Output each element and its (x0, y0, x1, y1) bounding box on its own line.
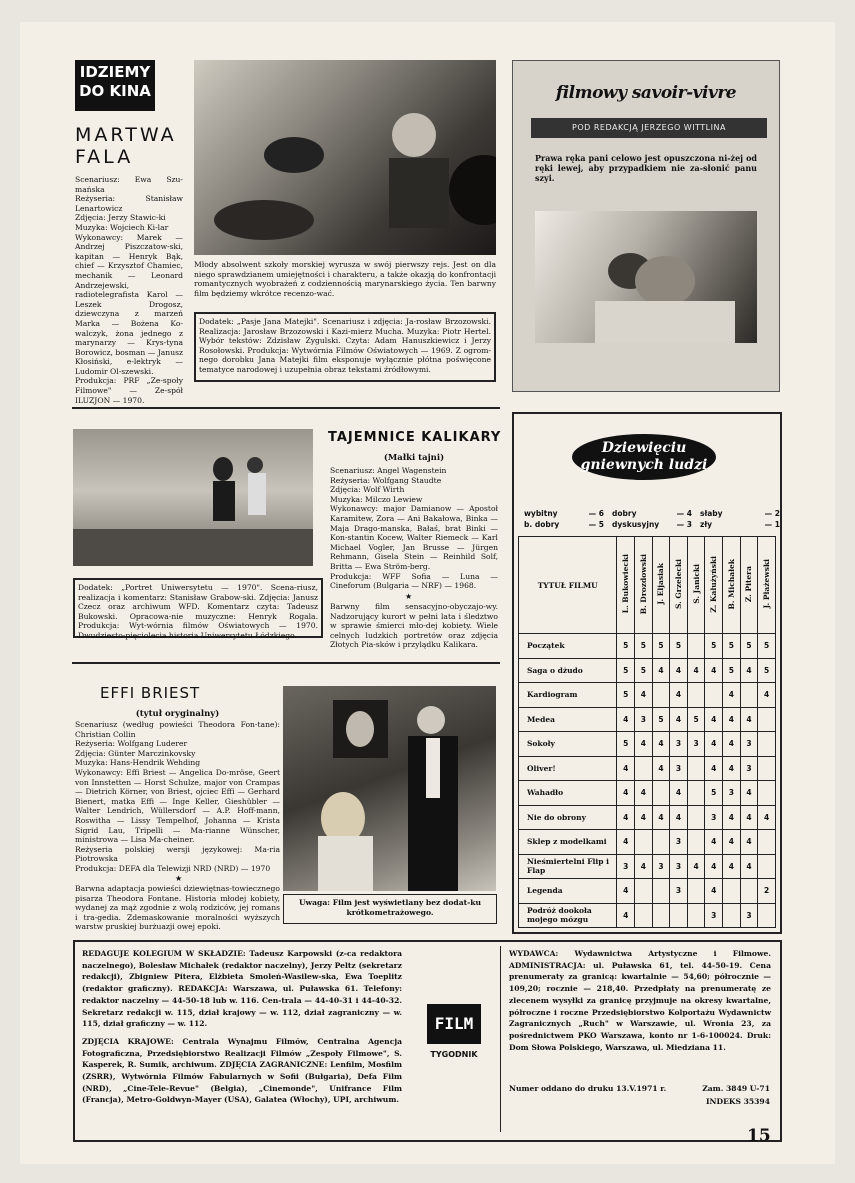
footer-divider (500, 946, 501, 1132)
rating-cell: 3 (740, 756, 758, 781)
savoir-panel (512, 60, 780, 392)
savoir-subtitle: POD REDAKCJĄ JERZEGO WITTLINA (572, 123, 726, 132)
rating-cell: 4 (670, 658, 688, 683)
rating-cell (705, 683, 723, 708)
credit-line: Muzyka: Milczo Lewiew (330, 494, 423, 504)
legend-label: b. dobry (524, 520, 560, 529)
credit-line: Zdjęcia: Jerzy Stawic-ki (75, 213, 166, 223)
film-title: Sokoły (519, 732, 617, 757)
legend-value: — 5 (588, 520, 604, 529)
rating-cell: 4 (670, 781, 688, 806)
rating-cell: 3 (635, 707, 653, 732)
angry-panel (512, 412, 782, 934)
rating-cell (687, 805, 705, 830)
ratings-row (519, 805, 776, 830)
rating-cell (635, 879, 653, 904)
rating-cell: 5 (635, 658, 653, 683)
rating-cell: 4 (740, 805, 758, 830)
legend-label: słaby (700, 509, 723, 518)
critic-name: Z. Pitera (744, 565, 754, 603)
rating-cell: 5 (705, 634, 723, 659)
critic-name: L. Bukowiecki (621, 554, 631, 614)
rating-cell (687, 830, 705, 855)
ratings-row (519, 854, 776, 879)
kalikary-title: TAJEMNICE KALIKARY (328, 430, 502, 445)
critic-name: J. Eljasiak (656, 563, 666, 605)
credit-line: Reżyseria: Stanisław Lenartowicz (75, 194, 183, 213)
rating-cell: 4 (723, 830, 741, 855)
credit-line: Wykonawcy: major Damianow — Apostoł Karamitew, Zora — Ani Bakałowa, Binka — Maja Drago-manska, Bałaś, brat Binki — Kon-stantin Kocew, Walter Riemeck — Karl Michael Vogler, Jan Brusse — Jürgen Rehmann, Gisela Stein — Reinhild Solf, Britta — Ewa Ström-berg. (330, 504, 498, 571)
rating-cell: 4 (652, 732, 670, 757)
credit-line: Reżyseria: Wolfgang Staudte (330, 475, 442, 485)
rating-cell (687, 634, 705, 659)
rating-cell: 5 (758, 658, 776, 683)
rating-cell: 2 (758, 879, 776, 904)
rating-cell: 4 (705, 707, 723, 732)
rating-cell: 4 (723, 854, 741, 879)
film-title: Sklep z modelkami (519, 830, 617, 855)
rating-cell: 4 (635, 683, 653, 708)
rating-cell: 4 (635, 732, 653, 757)
ratings-header-row (519, 537, 776, 634)
rating-cell (687, 756, 705, 781)
rating-cell: 4 (723, 683, 741, 708)
rating-cell (652, 683, 670, 708)
critic-header (723, 537, 741, 634)
film-logo-sub: TYGODNIK (430, 1050, 478, 1059)
rating-cell: 4 (652, 658, 670, 683)
rating-cell: 3 (705, 903, 723, 928)
rating-cell: 4 (687, 658, 705, 683)
rating-cell (758, 830, 776, 855)
rating-cell: 3 (670, 756, 688, 781)
section-badge (75, 60, 155, 111)
rating-cell (723, 903, 741, 928)
legend-column (700, 508, 780, 530)
rating-cell: 4 (705, 756, 723, 781)
ratings-row (519, 830, 776, 855)
legend-entry (612, 508, 692, 519)
rating-cell: 4 (723, 756, 741, 781)
effi-star: ★ (175, 874, 183, 883)
film-title: Saga o dżudo (519, 658, 617, 683)
savoir-photo-art (535, 211, 757, 343)
rating-cell: 4 (740, 658, 758, 683)
kalikary-original-title: (Małki tajni) (383, 453, 445, 463)
rating-cell: 3 (687, 732, 705, 757)
legend-entry (700, 519, 780, 530)
legend-column (612, 508, 692, 530)
kalikary-supplement-box: Dodatek: „Portret Uniwersytetu — 1970". Scena-riusz, realizacja i komentarz: Stanisław Grabow-ski. Zdjęcia: Janusz Czecz oraz archiwum WFD. Komentarz czyta: Tadeusz Bukowski. Opracowa-nie muzyczne: Henryk Rogala. Produkcja: Wyt-wórnia filmów Oświatowych — 1970. Dwudziesto-pięciolecia historia Uniwersytetu Łódzkiego. (73, 578, 323, 638)
legend-value: — 6 (588, 509, 604, 518)
film-title: Medea (519, 707, 617, 732)
critic-name: B. Michałek (726, 558, 736, 610)
credit-line: Reżyseria: Wolfgang Luderer (75, 739, 188, 749)
kalikary-photo (73, 429, 313, 566)
credit-line: Scenariusz: Angel Wagenstein (330, 466, 447, 475)
angry-ratings-table (518, 536, 776, 928)
footer-paragraph: REDAGUJE KOLEGIUM W SKŁADZIE: Tadeusz Karpowski (z-ca redaktora naczelnego), Bolesław Michałek (redaktor naczelny), Jerzy Peltz (sekretarz redakcji), Zbigniew Pitera, Elżbieta Smoleń-Wasilew-ska, Ewa Toeplitz (redaktor graficzny). REDAKCJA: Warszawa, ul. Puławska 61. Telefony: redaktor naczelny — 44-50-18 lub w. 116. Cen-trala — 44-40-31 i 44-40-32. Sekretarz redakcji w. 115, dział krajowy — w. 112, dział zagraniczny — w. 115, dział graficzny — w. 112. (82, 949, 402, 1029)
rating-cell: 4 (670, 683, 688, 708)
rating-cell: 5 (670, 634, 688, 659)
rating-cell: 4 (740, 707, 758, 732)
rating-cell: 4 (617, 781, 635, 806)
critic-name: S. Grzelecki (674, 559, 684, 609)
rating-cell (687, 781, 705, 806)
rating-cell (635, 903, 653, 928)
legend-label: dobry (612, 509, 637, 518)
rating-cell: 4 (635, 781, 653, 806)
critic-header (635, 537, 653, 634)
legend-label: wybitny (524, 509, 558, 518)
martwa-credits (75, 175, 183, 405)
film-title: Nie do obrony (519, 805, 617, 830)
rating-cell (687, 879, 705, 904)
rating-cell: 4 (705, 854, 723, 879)
legend-entry (612, 519, 692, 530)
ratings-row (519, 879, 776, 904)
rating-cell: 3 (705, 805, 723, 830)
rating-cell: 4 (635, 805, 653, 830)
rating-cell (758, 854, 776, 879)
rating-cell: 4 (723, 732, 741, 757)
rating-cell: 3 (617, 854, 635, 879)
rating-cell: 5 (740, 634, 758, 659)
rating-cell (652, 781, 670, 806)
rating-cell: 4 (617, 903, 635, 928)
martwa-photo (194, 60, 496, 255)
legend-column (524, 508, 604, 530)
angry-title-line2: gniewnych ludzi (580, 457, 708, 473)
rating-cell (687, 903, 705, 928)
rating-cell: 3 (652, 854, 670, 879)
rating-cell: 5 (687, 707, 705, 732)
rating-cell: 5 (635, 634, 653, 659)
footer-order: Zam. 3849 U-71 (702, 1084, 770, 1093)
savoir-photo (535, 211, 757, 343)
rating-cell (687, 683, 705, 708)
footer-right: WYDAWCA: Wydawnictwa Artystyczne i Filmowe. ADMINISTRACJA: ul. Puławska 61, tel. 44-50-19. Cena prenumeraty za granicą: kwartalnie — 54,60; półrocznie — 109,20; rocznie — 218,40. Przedpłaty na prenumeratę ze zlecenem wysyłki za granicę przyjmuje na okresy kwartalne, półroczne i roczne Przedsiębiorstwo Kolportażu Wydawnictw Zagranicznych „Ruch" w Warszawie, ul. Wronia 23, za pośrednictwem PKO Warszawa, konto nr 1-6-100024. Druk: Dom Słowa Polskiego, Warszawa, ul. Miedziana 11. (509, 949, 771, 1052)
badge-line2: DO KINA (79, 82, 151, 100)
divider-top (72, 407, 500, 409)
rating-cell (635, 830, 653, 855)
rating-cell: 4 (617, 879, 635, 904)
critic-header (687, 537, 705, 634)
credit-line: Muzyka: Hans-Hendrik Wehding (75, 758, 201, 768)
rating-cell: 5 (617, 658, 635, 683)
credit-line: Scenariusz: Ewa Szu-mańska (75, 175, 183, 194)
rating-cell: 4 (652, 805, 670, 830)
rating-cell: 4 (740, 854, 758, 879)
critic-name: B. Drozdowski (638, 553, 648, 615)
rating-cell: 4 (723, 805, 741, 830)
rating-cell: 4 (670, 707, 688, 732)
rating-cell: 4 (617, 805, 635, 830)
film-title: Początek (519, 634, 617, 659)
critic-header (670, 537, 688, 634)
effi-original-title: (tytuł oryginalny) (135, 709, 220, 719)
credit-line: Zdjęcia: Günter Marczinkovsky (75, 748, 196, 758)
legend-label: zły (700, 520, 713, 529)
effi-credits (75, 720, 280, 874)
rating-cell (635, 756, 653, 781)
rating-cell: 4 (635, 854, 653, 879)
footer-index: INDEKS 35394 (705, 1097, 770, 1106)
legend-value: — 2 (764, 509, 780, 518)
rating-cell: 3 (723, 781, 741, 806)
footer-paragraph: ZDJĘCIA KRAJOWE: Centrala Wynajmu Filmów, Centralna Agencja Fotograficzna, Przedsiębiorstwo Realizacji Filmów „Zespoły Filmowe", S. Kasperek, R. Sumik, archiwum. ZDJĘCIA ZAGRANICZNE: Lenfilm, Mosfilm (ZSRR), Wytwórnia Filmów Fabularnych w Sofii (Bułgaria), Defa Film (NRD), „Cine-Tele-Revue" (Belgia), „Cinemonde", Unifrance Film (Francja), Metro-Goldwyn-Mayer (USA), Galatea (Włochy), UPI, archiwum. (82, 1036, 402, 1105)
rating-cell: 5 (723, 658, 741, 683)
kalikary-star: ★ (405, 592, 413, 601)
ratings-row (519, 683, 776, 708)
martwa-photo-caption: Młody absolwent szkoły morskiej wyrusza w swój pierwszy rejs. Jest on dla niego sprawdzianem umiejętności i charakteru, a także okazją do konfrontacji romantycznych wyobrażeń z codziennością marynarskiego życia. Ten barwny film będziemy wkrótce recenzo-wać. (194, 260, 496, 298)
rating-cell (652, 903, 670, 928)
rating-cell (670, 903, 688, 928)
credit-line: Wykonawcy: Marek — Andrzej Piszczatow-ski, kapitan — Henryk Bąk, chief — Krzysztof Chamiec, mechanik — Leonard Andrzejewski, radiotelegrafista Karol — Leszek Drogosz, dziewczyna z marzeń Marka — Bożena Ko-walczyk, żona jednego z marynarzy — Krys-tyna Borowicz, bosman — Janusz Kłosiński, e-lektryk — Ludomir Ol-szewski. (75, 232, 183, 376)
rating-cell: 5 (617, 683, 635, 708)
rating-cell: 3 (670, 732, 688, 757)
savoir-title: filmowy savoir-vivre (555, 83, 737, 103)
divider-middle (72, 662, 500, 664)
ratings-row (519, 781, 776, 806)
rating-cell: 4 (617, 707, 635, 732)
rating-cell: 4 (687, 854, 705, 879)
rating-cell (758, 756, 776, 781)
effi-photo (283, 686, 496, 891)
rating-cell: 4 (617, 830, 635, 855)
magazine-page (20, 22, 835, 1164)
rating-cell: 4 (705, 658, 723, 683)
film-title: Legenda (519, 879, 617, 904)
footer-print-date: Numer oddano do druku 13.V.1971 r. (509, 1084, 667, 1093)
effi-title: EFFI BRIEST (100, 684, 201, 702)
angry-title-line1: Dziewięciu (601, 440, 687, 456)
rating-cell: 5 (617, 634, 635, 659)
effi-photo-art (283, 686, 496, 891)
ratings-row (519, 658, 776, 683)
film-title-header: TYTUŁ FILMU (519, 537, 617, 634)
film-logo (427, 1004, 481, 1044)
page-number: 15 (747, 1126, 771, 1146)
ratings-row (519, 756, 776, 781)
critic-header (617, 537, 635, 634)
critic-header (652, 537, 670, 634)
badge-line1: IDZIEMY (79, 63, 151, 81)
savoir-text: Prawa ręka pani celowo jest opuszczona ni-żej od ręki lewej, aby przypadkiem nie za-słonić panu szyi. (535, 153, 757, 183)
rating-cell: 4 (740, 830, 758, 855)
credit-line: Reżyseria polskiej wersji językowej: Ma-ria Piotrowska (75, 844, 280, 864)
legend-value: — 3 (676, 520, 692, 529)
rating-cell (740, 683, 758, 708)
rating-cell: 3 (740, 903, 758, 928)
credit-line: Zdjęcia: Wolf Wirth (330, 485, 405, 495)
rating-cell (723, 879, 741, 904)
film-title: Oliver! (519, 756, 617, 781)
ratings-row (519, 903, 776, 928)
credit-line: Scenariusz (według powieści Theodora Fon-tane): Christian Collin (75, 720, 280, 739)
rating-cell: 3 (670, 854, 688, 879)
film-logo-text: FILM (434, 1014, 474, 1033)
ratings-row (519, 732, 776, 757)
rating-cell: 4 (670, 805, 688, 830)
credit-line: Produkcja: DEFA dla Telewizji NRD (NRD) — 1970 (75, 863, 271, 873)
legend-entry (524, 519, 604, 530)
ratings-row (519, 707, 776, 732)
rating-cell (758, 732, 776, 757)
martwa-title-line2: FALA (75, 146, 134, 168)
rating-cell: 4 (723, 707, 741, 732)
credit-line: Wykonawcy: Effi Briest — Angelica Do-mröse, Geert von Innstetten — Horst Schulze, major von Crampas — Dietrich Körner, von Briest, ojciec Effi — Gerhard Bienert, matka Effi — Inge Keller, Gieshübler — Walter Lendrich, Wüllersdorf — A.P. Hoff-mann, Roswitha — Lissy Tempelhof, Johanna — Krista Sigrid Lau, Tripelli — Ma-rianne Wünscher, ministrowa — Lisa Ma-cheiner. (75, 767, 280, 845)
rating-cell (740, 879, 758, 904)
film-title: Wahadło (519, 781, 617, 806)
rating-cell: 4 (705, 879, 723, 904)
rating-cell: 4 (705, 830, 723, 855)
rating-cell: 4 (740, 781, 758, 806)
credit-line: Muzyka: Wojciech Ki-lar (75, 222, 169, 232)
legend-label: dyskusyjny (612, 520, 660, 529)
rating-cell: 3 (670, 879, 688, 904)
footer-left (82, 948, 402, 1112)
rating-cell: 5 (652, 707, 670, 732)
film-title: Kardiogram (519, 683, 617, 708)
rating-cell: 5 (652, 634, 670, 659)
martwa-title-line1: MARTWA (75, 124, 177, 146)
angry-legend (524, 508, 780, 532)
rating-cell (758, 707, 776, 732)
critic-name: Z. Kałużyński (709, 555, 719, 613)
legend-value: — 4 (676, 509, 692, 518)
film-title: Podróż dookoła mojego mózgu (519, 903, 617, 928)
rating-cell: 5 (617, 732, 635, 757)
rating-cell (652, 879, 670, 904)
rating-cell: 5 (723, 634, 741, 659)
credit-line: Produkcja: WFF Sofia — Luna — Cineforum (Bulgaria — NRF) — 1968. (330, 571, 498, 591)
kalikary-description: Barwny film sensacyjno-obyczajo-wy. Nadzorujący kurort w pełni lata i śledztwo w sprawie śmierci mło-dej kobiety. Wiele celnych ludzkich portretów oraz zdjęcia Złotych Pia-sków i przylądku Kalikara. (330, 602, 498, 650)
rating-cell: 5 (705, 781, 723, 806)
rating-cell: 4 (652, 756, 670, 781)
effi-description: Barwna adaptacja powieści dziewiętnas-towiecznego pisarza Theodora Fontane. Historia młodej kobiety, wydanej za mąż zgodnie z wolą rodziców, jej romans i tra-gedia. Zdemaskowanie moralności wyższych warstw pruskiej burżuazji owej epoki. (75, 884, 280, 932)
effi-caption-box: Uwaga: Film jest wyświetlany bez dodat-ku krótkometrażowego. (283, 894, 497, 924)
rating-cell (758, 781, 776, 806)
film-title: Nieśmiertelni Flip i Flap (519, 854, 617, 879)
rating-cell (758, 903, 776, 928)
critic-name: S. Janicki (691, 564, 701, 604)
rating-cell: 3 (740, 732, 758, 757)
critic-name: J. Płażewski (762, 559, 772, 609)
martwa-photo-art (194, 60, 496, 255)
legend-value: — 1 (764, 520, 780, 529)
critic-header (758, 537, 776, 634)
rating-cell: 4 (617, 756, 635, 781)
rating-cell: 3 (670, 830, 688, 855)
martwa-title (75, 124, 190, 168)
rating-cell: 5 (758, 634, 776, 659)
kalikary-credits (330, 466, 498, 591)
critic-header (740, 537, 758, 634)
rating-cell: 4 (758, 683, 776, 708)
rating-cell (652, 830, 670, 855)
legend-entry (700, 508, 780, 519)
martwa-supplement-box: Dodatek: „Pasje Jana Matejki". Scenariusz i zdjęcia: Ja-rosław Brzozowski. Realizacja: Jarosław Brzozowski i Kazi-mierz Mucha. Muzyka: Piotr Hertel. Wybór tekstów: Zdzisław Zygulski. Czyta: Adam Hanuszkiewicz i Jerzy Rosołowski. Produkcja: Wytwórnia Filmów Oświatowych — 1969. Z ogrom-nego dorobku Jana Matejki film eksponuje wyłącznie płótna poświęcone tematyce narodowej i uzupełnia obraz tekstami źródłowymi. (194, 312, 496, 382)
kalikary-photo-art (73, 429, 313, 566)
legend-entry (524, 508, 604, 519)
credit-line: Produkcja: PRF „Ze-społy Filmowe" — Ze-spół ILUZJON — 1970. (75, 376, 183, 405)
rating-cell: 4 (758, 805, 776, 830)
ratings-row (519, 634, 776, 659)
rating-cell: 4 (705, 732, 723, 757)
critic-header (705, 537, 723, 634)
